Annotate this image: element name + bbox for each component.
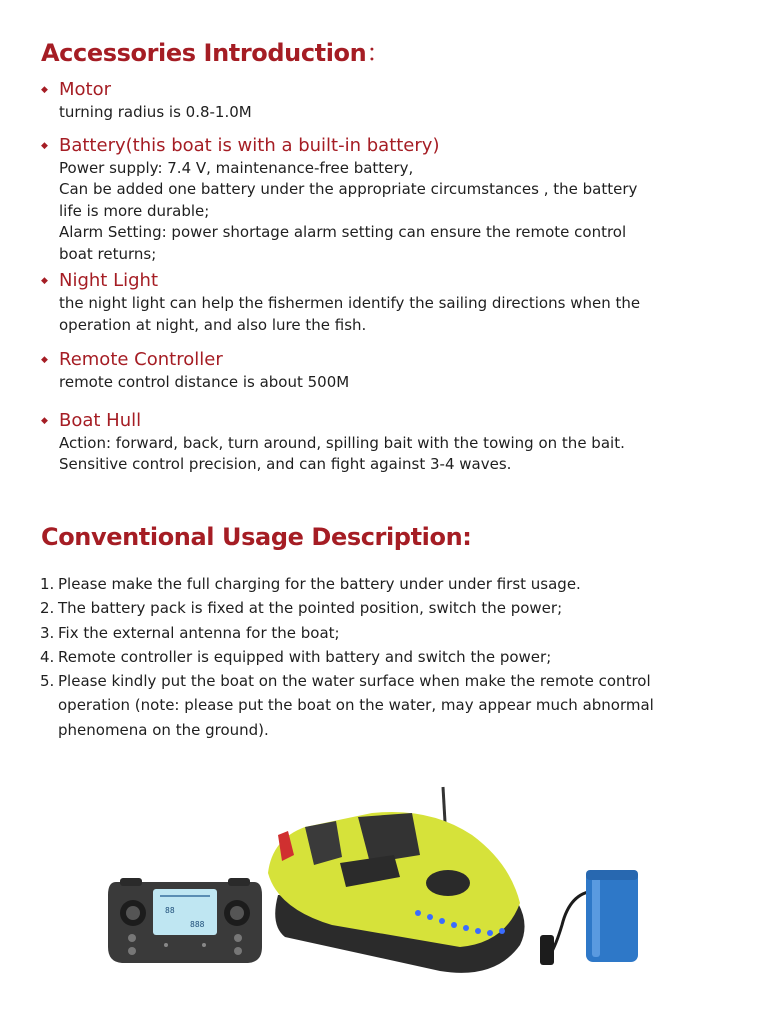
remote-controller-image — [108, 878, 262, 963]
usage-step — [40, 596, 740, 620]
accessory-item-remote-controller — [40, 348, 740, 394]
step-text: Please make the full charging for the battery under under first usage. — [58, 575, 581, 593]
accessories-heading-colon: ： — [366, 39, 390, 67]
product-image-area — [100, 775, 660, 1005]
diamond-bullet-icon: ◆ — [41, 355, 48, 365]
accessory-title: Boat Hull — [59, 409, 142, 431]
accessory-description-line: Alarm Setting: power shortage alarm setting can ensure the remote control — [59, 223, 627, 241]
usage-steps — [40, 572, 740, 742]
accessory-description-line: life is more durable; — [59, 201, 210, 220]
step-number: 4. — [40, 647, 55, 666]
accessory-description-line: the night light can help the fishermen identify the sailing directions when the — [59, 294, 641, 312]
step-number: 2. — [40, 599, 55, 618]
accessory-title: Remote Controller — [59, 349, 223, 370]
accessory-description-line: turning radius is 0.8-1.0M — [59, 103, 252, 121]
accessory-description-line: Power supply: 7.4 V, maintenance-free battery, — [59, 158, 414, 177]
accessory-description-line: Sensitive control precision, and can fight against 3-4 waves. — [59, 455, 512, 473]
boat-image — [268, 787, 525, 973]
usage-step — [40, 645, 740, 669]
accessory-description-line: Action: forward, back, turn around, spilling bait with the towing on the bait. — [59, 433, 625, 452]
step-number: 3. — [40, 623, 55, 642]
step-text: operation (note: please put the boat on the water, may appear much abnormal — [58, 696, 654, 715]
accessory-title: Night Light — [59, 270, 158, 291]
battery-image — [540, 870, 638, 965]
accessory-description-line: Can be added one battery under the appropriate circumstances , the battery — [59, 180, 638, 198]
step-text: phenomena on the ground). — [58, 720, 269, 739]
accessory-item-boat-hull — [40, 409, 740, 476]
accessory-item-motor — [40, 78, 740, 124]
usage-step — [40, 621, 740, 645]
accessories-heading — [41, 33, 390, 68]
accessory-item-battery — [40, 134, 740, 266]
usage-step — [40, 669, 740, 742]
accessory-description-line: remote control distance is about 500M — [59, 373, 350, 391]
remote-screen-right-readout: 888 — [190, 920, 205, 929]
accessory-item-night-light — [40, 269, 740, 336]
step-text: Remote controller is equipped with battery and switch the power; — [58, 647, 552, 666]
accessories-list — [40, 78, 740, 476]
accessory-description-line: operation at night, and also lure the fish. — [59, 315, 367, 334]
product-illustration — [100, 775, 660, 1005]
usage-heading: Conventional Usage Description: — [41, 523, 472, 551]
step-text: Fix the external antenna for the boat; — [58, 623, 340, 642]
diamond-bullet-icon: ◆ — [41, 415, 48, 426]
diamond-bullet-icon: ◆ — [41, 276, 48, 286]
accessory-title: Battery(this boat is with a built-in battery) — [59, 134, 440, 156]
accessories-heading-text: Accessories Introduction — [41, 39, 367, 67]
remote-screen-left-readout: 88 — [165, 906, 175, 915]
step-number: 1. — [40, 575, 55, 593]
accessory-description-line: boat returns; — [59, 244, 157, 263]
usage-step — [40, 572, 740, 596]
accessory-title: Motor — [59, 79, 112, 100]
step-number: 5. — [40, 672, 55, 691]
step-text: Please kindly put the boat on the water surface when make the remote control — [58, 672, 651, 691]
step-text: The battery pack is fixed at the pointed position, switch the power; — [58, 599, 563, 618]
diamond-bullet-icon: ◆ — [41, 85, 48, 95]
diamond-bullet-icon: ◆ — [41, 140, 48, 151]
